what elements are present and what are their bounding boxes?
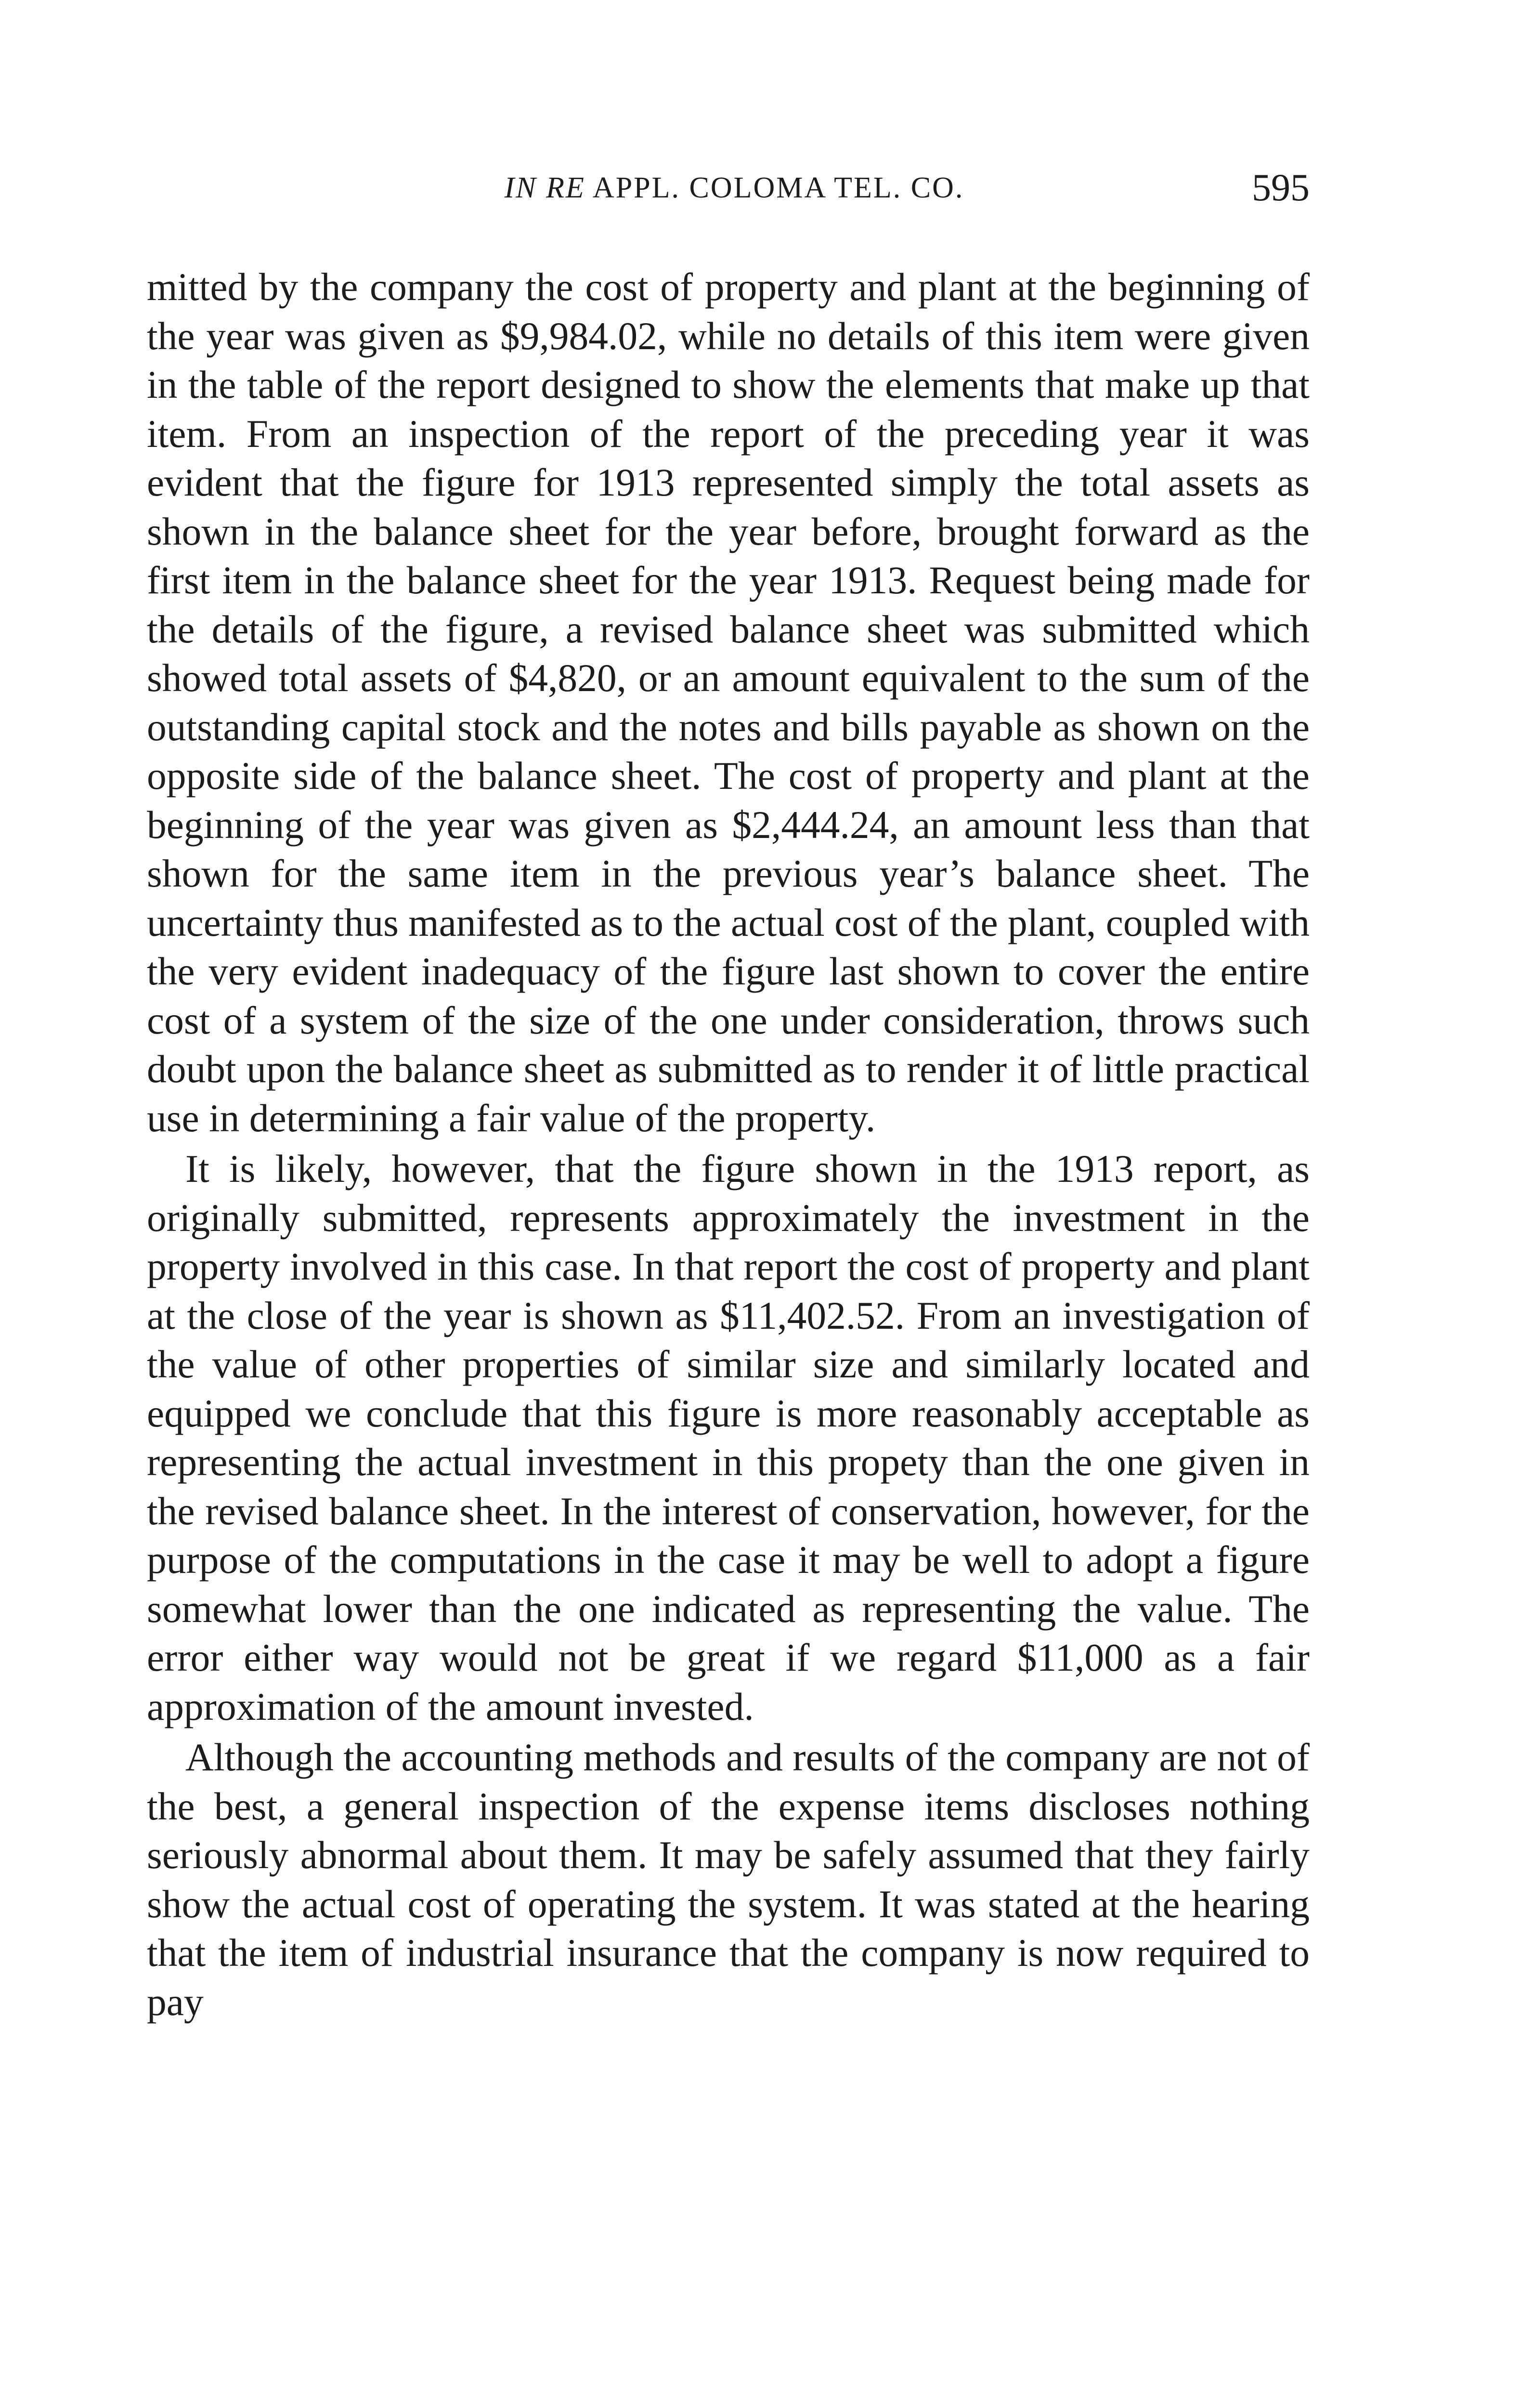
running-head	[159, 166, 1310, 224]
paragraph-continued: mitted by the company the cost of property and plant at the beginning of the year was given as $9,984.02, while no details of this item were given in the table of the report designed to show the elements that make up that item. From an inspection of the report of the preceding year it was evident that the figure for 1913 represented simply the total assets as shown in the balance sheet for the year before, brought forward as the first item in the balance sheet for the year 1913. Request being made for the details of the figure, a revised balance sheet was submitted which showed total assets of $4,820, or an amount equivalent to the sum of the outstanding capital stock and the notes and bills payable as shown on the opposite side of the balance sheet. The cost of property and plant at the beginning of the year was given as $2,444.24, an amount less than that shown for the same item in the previous year’s balance sheet. The uncertainty thus manifested as to the actual cost of the plant, coupled with the very evident inadequacy of the figure last shown to cover the entire cost of a system of the size of the one under consideration, throws such doubt upon the balance sheet as submitted as to render it of little practical use in determining a fair value of the property.	[147, 265, 1310, 1140]
paragraph: It is likely, however, that the figure shown in the 1913 report, as originally submitted, represents approximately the investment in the property involved in this case. In that report the cost of property and plant at the close of the year is shown as $11,402.52. From an investigation of the value of other properties of similar size and similarly located and equipped we conclude that this figure is more reasonably acceptable as representing the actual investment in this propety than the one given in the revised balance sheet. In the interest of conservation, however, for the purpose of the computations in the case it may be well to adopt a figure somewhat lower than the one indicated as representing the value. The error either way would not be great if we regard $11,000 as a fair approximation of the amount invested.	[147, 1147, 1310, 1728]
running-title	[159, 171, 1310, 205]
paragraph: Although the accounting methods and results of the company are not of the best, a general inspection of the expense items discloses nothing seriously abnormal about them. It may be safely assumed that they fairly show the actual cost of operating the system. It was stated at the hearing that the item of industrial insurance that the company is now required to pay	[147, 1735, 1310, 2024]
page-number: 595	[1252, 167, 1310, 209]
running-title-italic: IN RE	[504, 171, 585, 204]
body-text	[147, 262, 1310, 2026]
running-title-rest: APPL. COLOMA TEL. CO.	[592, 171, 964, 204]
